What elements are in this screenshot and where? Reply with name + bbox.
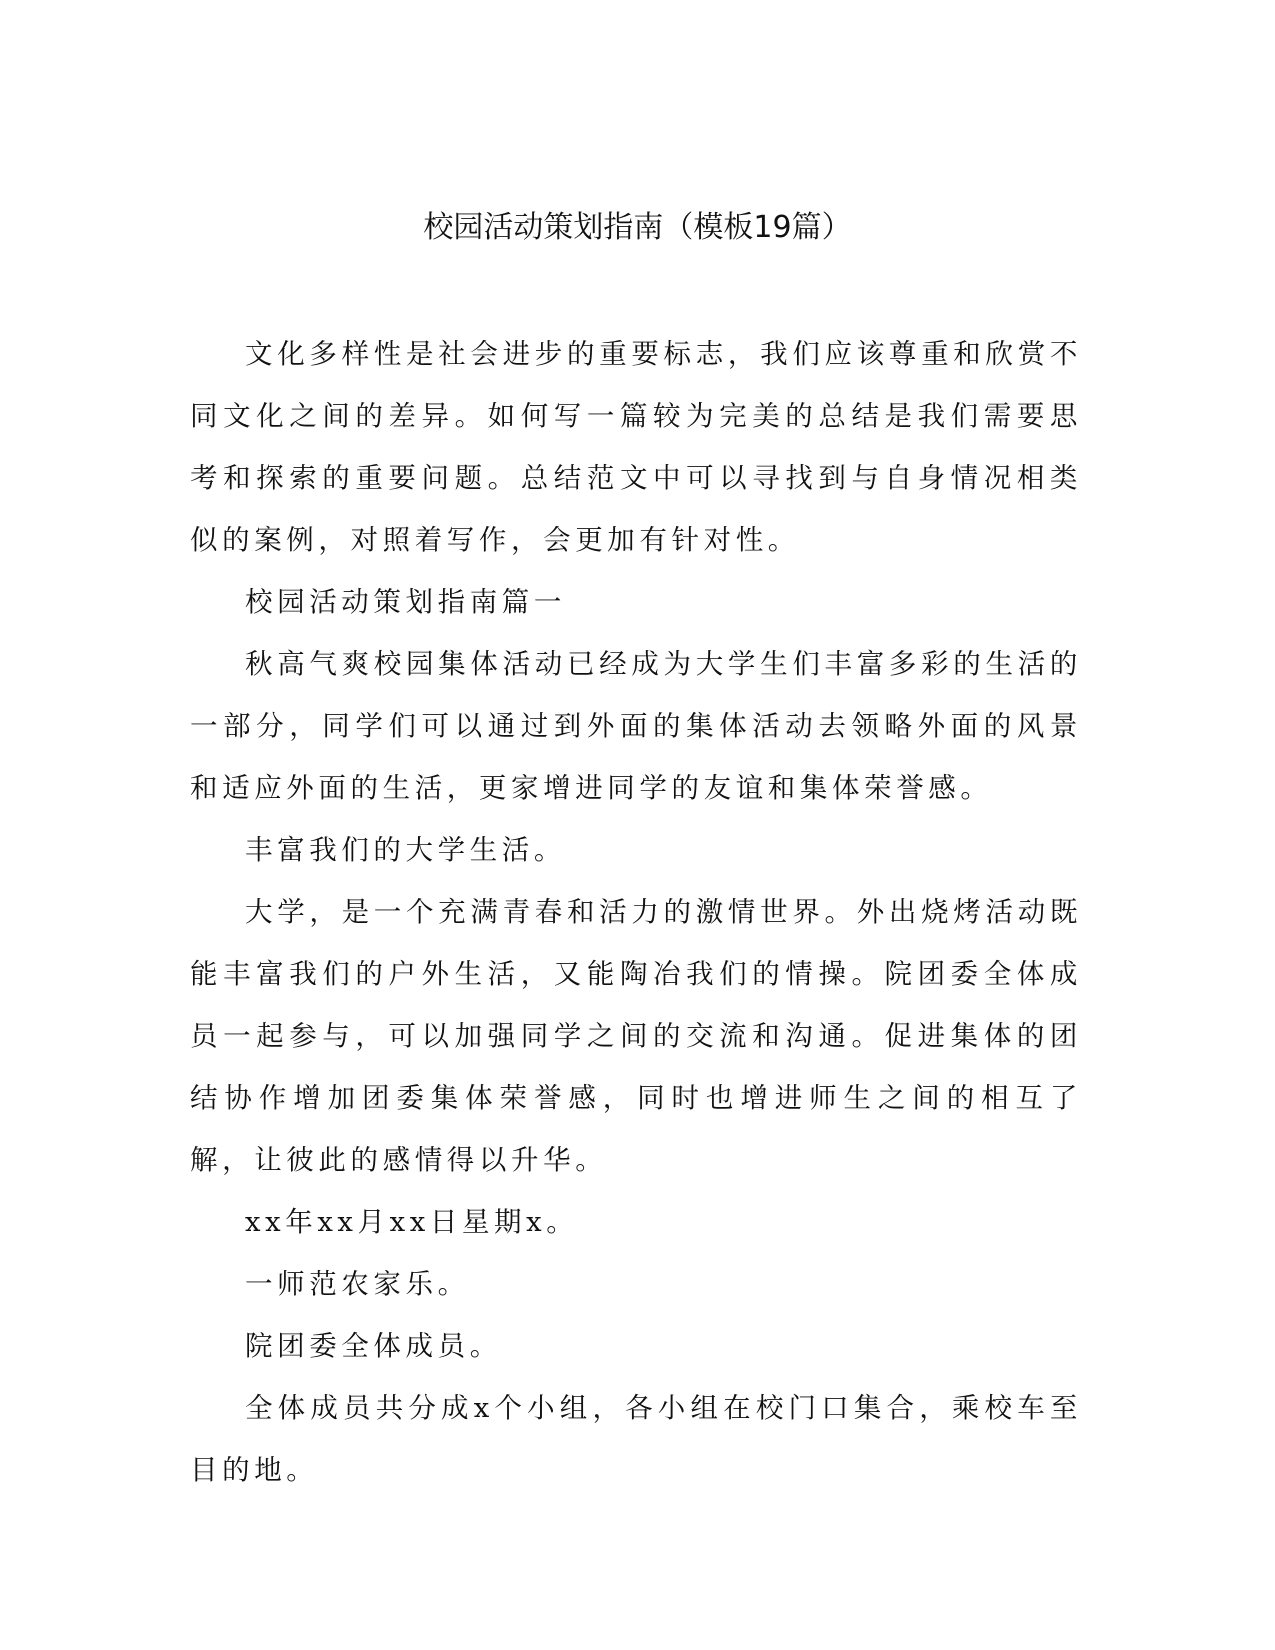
- location-line: 一师范农家乐。: [245, 1268, 470, 1300]
- intro-paragraph: 文化多样性是社会进步的重要标志，我们应该尊重和欣赏不同文化之间的差异。如何写一篇较为完美的总结是我们需要思考和探索的重要问题。总结范文中可以寻找到与自身情况相类似的案例，对照着写作，会更加有针对性。: [190, 338, 1082, 556]
- body-paragraph: 全体成员共分成x个小组，各小组在校门口集合，乘校车至目的地。: [190, 1392, 1082, 1486]
- body-paragraph: 大学，是一个充满青春和活力的激情世界。外出烧烤活动既能丰富我们的户外生活，又能陶冶我们的情操。院团委全体成员一起参与，可以加强同学之间的交流和沟通。促进集体的团结协作增加团委集体荣誉感，同时也增进师生之间的相互了解，让彼此的感情得以升华。: [190, 896, 1082, 1176]
- section-heading: 校园活动策划指南篇一: [245, 586, 566, 618]
- body-paragraph: 丰富我们的大学生活。: [245, 834, 566, 866]
- participants-line: 院团委全体成员。: [245, 1330, 502, 1362]
- body-paragraph: 秋高气爽校园集体活动已经成为大学生们丰富多彩的生活的一部分，同学们可以通过到外面的集体活动去领略外面的风景和适应外面的生活，更家增进同学的友谊和集体荣誉感。: [190, 648, 1082, 804]
- document-body: [190, 323, 1082, 1501]
- document-title: 校园活动策划指南（模板19篇）: [423, 210, 852, 245]
- date-line: xx年xx月xx日星期x。: [245, 1206, 579, 1238]
